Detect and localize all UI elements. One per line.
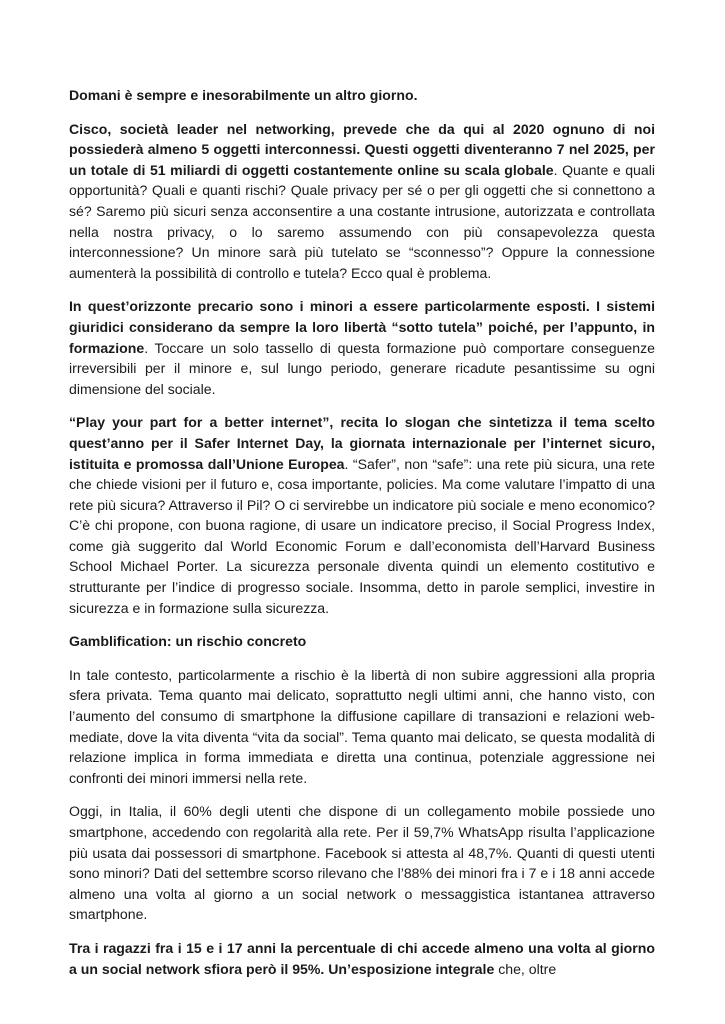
document-title: Domani è sempre e inesorabilmente un altro giorno.: [69, 87, 418, 103]
paragraph-safer-internet-day-text: . “Safer”, non “safe”: una rete più sicura, una rete che chiede visioni per il futuro e, cosa importante, policies. Ma come valutare l’impatto di una rete più sicura? Attraverso il Pil? O ci servirebbe un indicatore più sociale e meno economico? C’è chi propone, con buona ragione, di usare un indicatore preciso, il Social Progress Index, come già suggerito dal World Economic Forum e dall’economista dell’Harvard Business School Michael Porter. La sicurezza personale diventa quindi un elemento costitutivo e strutturante per l’indice di progresso sociale. Insomma, detto in parole semplici, investire in sicurezza e in formazione sulla sicurezza.: [69, 455, 655, 616]
section-heading-gamblification: Gamblification: un rischio concreto: [69, 633, 307, 650]
paragraph-minori-text: . Toccare un solo tassello di questa formazione può comportare conseguenze irreversibili per il minore e, sul lungo periodo, generare ricadute pesantissime su ogni dimensione del sociale.: [69, 339, 655, 397]
paragraph-safer-internet-day: [69, 412, 655, 618]
paragraph-minori: [69, 296, 655, 399]
paragraph-contesto: In tale contesto, particolarmente a rischio è la libertà di non subire aggressioni alla propria sfera privata. Tema quanto mai delicato, soprattutto negli ultimi anni, che hanno visto, con l’aumento del consumo di smartphone la diffusione capillare di transazioni e relazioni web-mediate, dove la vita diventa “vita da social”. Tema quanto mai delicato, se questa modalità di relazione implica in forma immediata e diretta una continua, potenziale aggressione nei confronti dei minori immersi nella rete.: [69, 666, 655, 786]
paragraph-minori-bold: In quest’orizzonte precario sono i minori a essere particolarmente esposti. I sistemi giuridici considerano da sempre la loro libertà “sotto tutela” poiché, per l’appunto, in formazione: [69, 298, 655, 356]
document-body: [69, 85, 655, 992]
paragraph-cisco-bold: Cisco, società leader nel networking, prevede che da qui al 2020 ognuno di noi possiederà almeno 5 oggetti interconnessi. Questi oggetti diventeranno 7 nel 2025, per un totale di 51 miliardi di oggetti costantemente online su scala globale: [69, 120, 655, 178]
paragraph-ragazzi: [69, 938, 655, 979]
paragraph-ragazzi-text: che, oltre: [494, 960, 557, 977]
paragraph-smartphone-italia: Oggi, in Italia, il 60% degli utenti che dispone di un collegamento mobile possiede uno smartphone, accedendo con regolarità alla rete. Per il 59,7% WhatsApp risulta l’applicazione più usata dai possessori di smartphone. Facebook si attesta al 48,7%. Quanti di questi utenti sono minori? Dati del settembre scorso rilevano che l’88% dei minori fra i 7 e i 18 anni accede almeno una volta al giorno a un social network o messaggistica istantanea attraverso smartphone.: [69, 803, 655, 923]
paragraph-cisco: [69, 119, 655, 284]
paragraph-cisco-text: . Quante e quali opportunità? Quali e quanti rischi? Quale privacy per sé o per gli oggetti che si connettono a sé? Saremo più sicuri senza acconsentire a una costante intrusione, autorizzata e controllata nella nostra privacy, o lo saremo assumendo con più consapevolezza questa interconnessione? Un minore sarà più tutelato se “sconnesso”? Oppure la connessione aumenterà la possibilità di controllo e tutela? Ecco qual è problema.: [69, 161, 655, 281]
paragraph-ragazzi-bold: Tra i ragazzi fra i 15 e i 17 anni la percentuale di chi accede almeno una volta al giorno a un social network sfiora però il 95%. Un’esposizione integrale: [69, 939, 655, 977]
paragraph-safer-internet-day-bold: “Play your part for a better internet”, recita lo slogan che sintetizza il tema scelto quest’anno per il Safer Internet Day, la giornata internazionale per l’internet sicuro, istituita e promossa dall’Unione Europea: [69, 414, 655, 472]
